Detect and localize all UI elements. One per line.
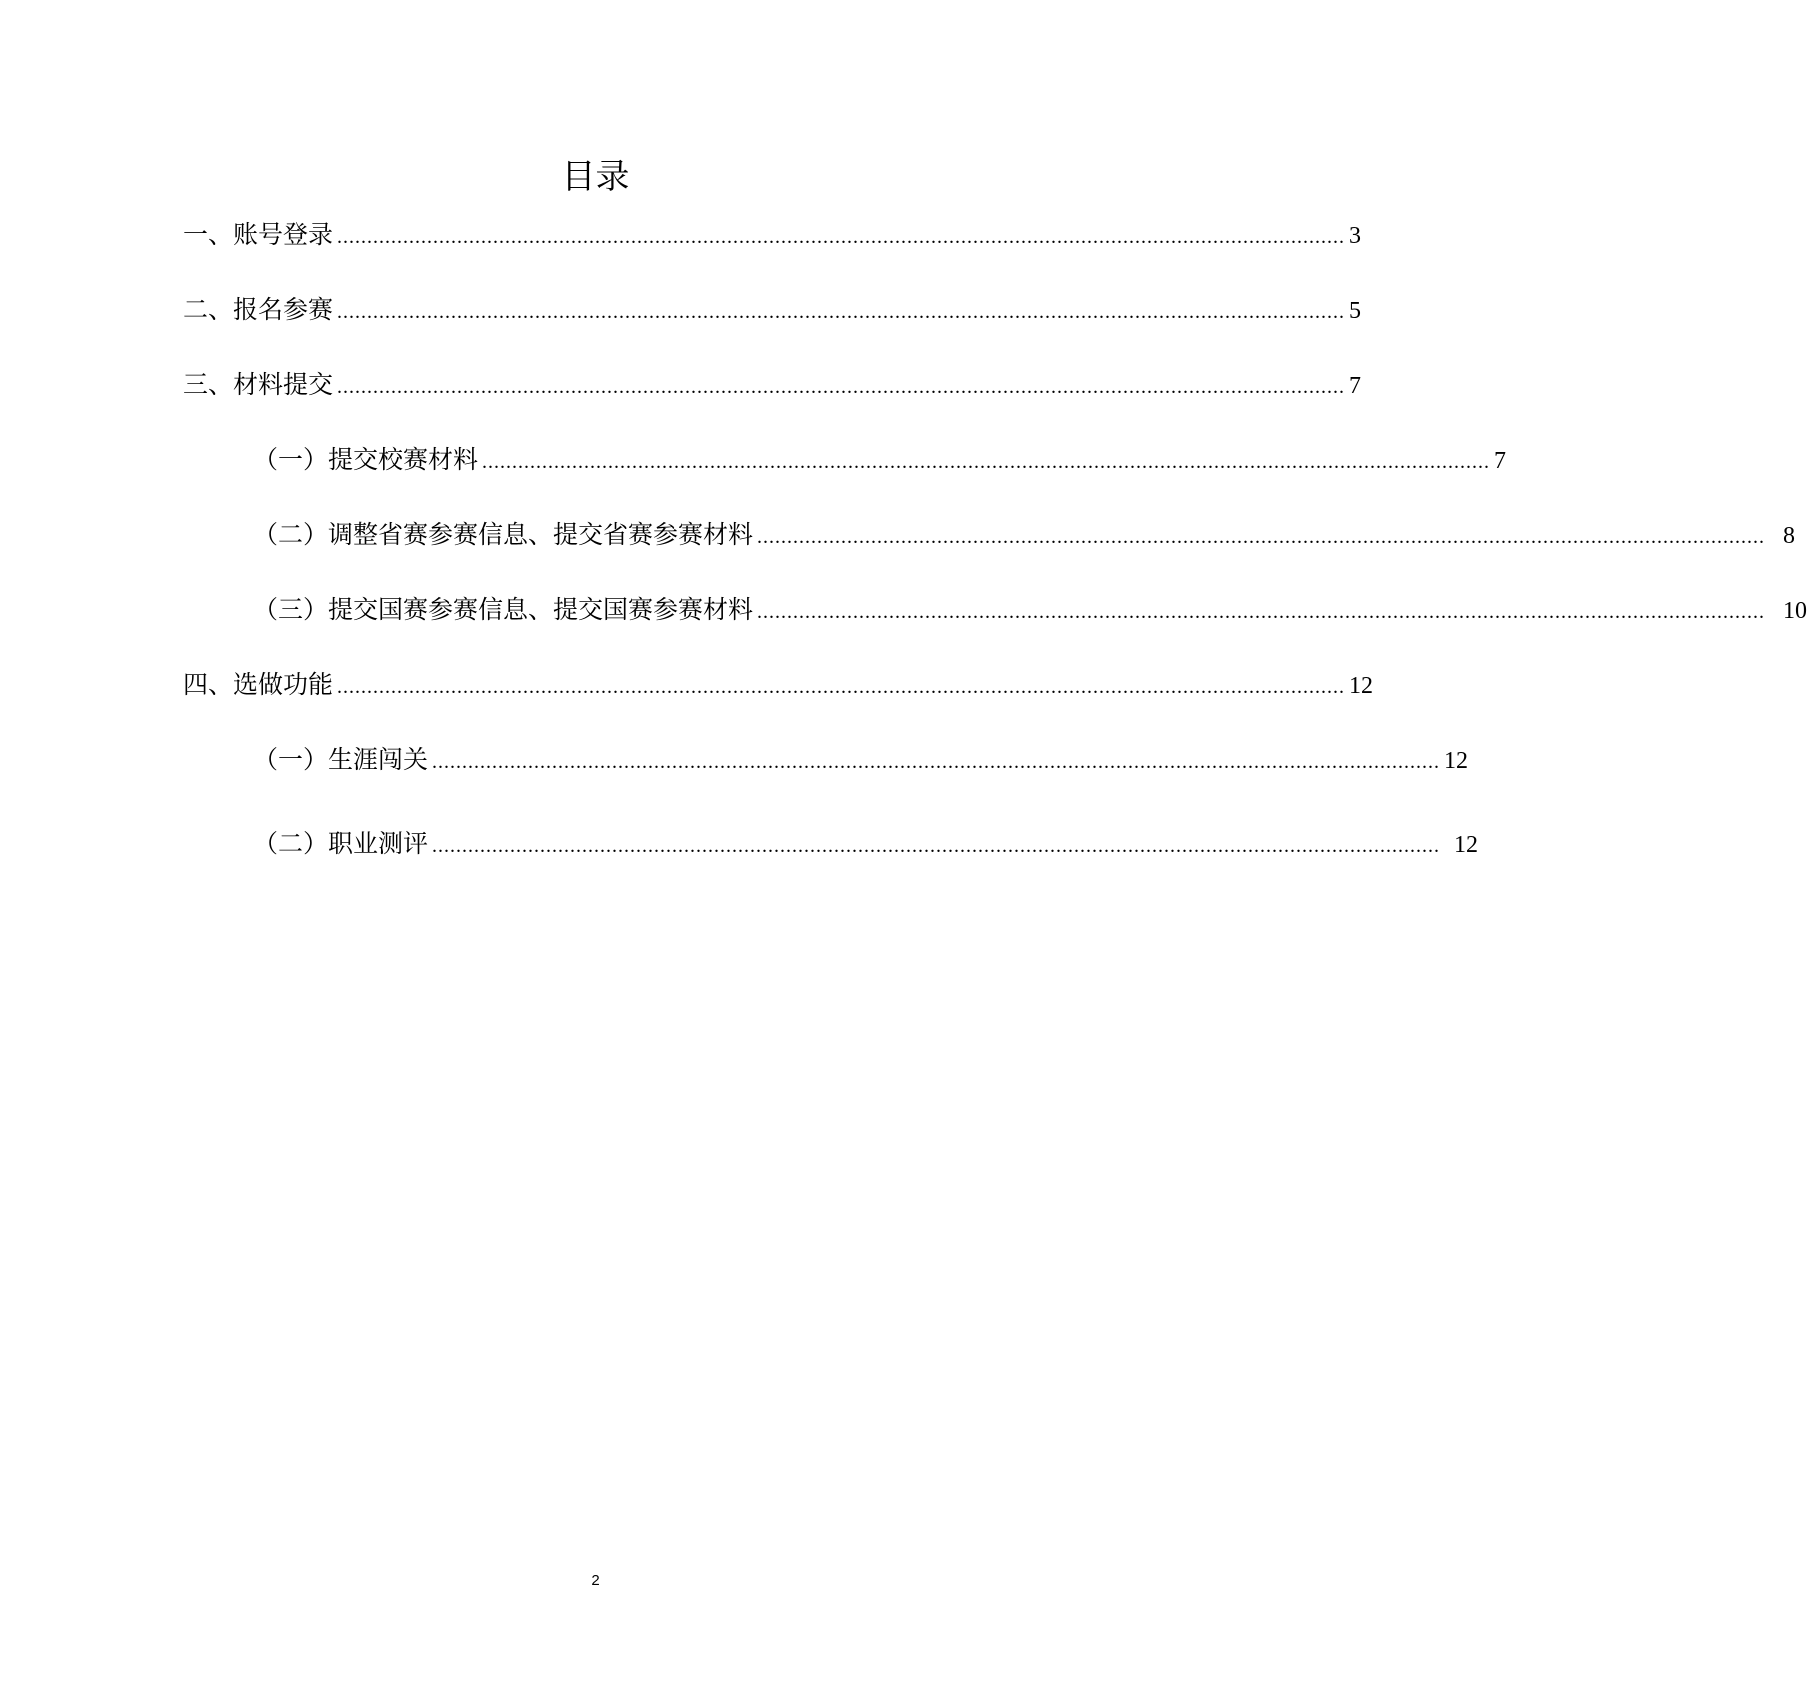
toc-entry-label: （二）调整省赛参赛信息、提交省赛参赛材料 bbox=[253, 520, 754, 549]
toc-entry[interactable] bbox=[183, 367, 1362, 403]
toc-entry-label: 二、报名参赛 bbox=[183, 295, 334, 324]
toc-entry[interactable] bbox=[183, 667, 1374, 703]
toc-dot-leader: ........................................................................................................................................................................ bbox=[757, 601, 1766, 623]
toc-entry-page: 5 bbox=[1349, 298, 1362, 324]
toc-entry-page: 12 bbox=[1454, 832, 1479, 858]
toc-dot-leader: ........................................................................................................................................................................ bbox=[432, 835, 1441, 857]
toc-entry[interactable] bbox=[253, 826, 1479, 862]
toc-entry-label: 四、选做功能 bbox=[183, 670, 334, 699]
toc-entry-page: 12 bbox=[1349, 673, 1374, 699]
toc-dot-leader: ........................................................................................................................................................................ bbox=[337, 376, 1346, 398]
toc-entry-page: 10 bbox=[1783, 598, 1807, 624]
toc-entry-page: 12 bbox=[1444, 748, 1469, 774]
toc-entry-label: （一）提交校赛材料 bbox=[253, 445, 479, 474]
toc-dot-leader: ........................................................................................................................................................................ bbox=[337, 676, 1346, 698]
page-title: 目录 bbox=[561, 157, 630, 197]
toc-entry-label: 一、账号登录 bbox=[183, 220, 334, 249]
toc-dot-leader: ........................................................................................................................................................................ bbox=[337, 226, 1346, 248]
toc-entry[interactable] bbox=[253, 442, 1507, 478]
toc-dot-leader: ........................................................................................................................................................................ bbox=[482, 451, 1491, 473]
toc-dot-leader: ........................................................................................................................................................................ bbox=[757, 526, 1766, 548]
toc-entry-page: 8 bbox=[1783, 523, 1796, 549]
toc-entry-label: （一）生涯闯关 bbox=[253, 745, 429, 774]
toc-entry-label: （二）职业测评 bbox=[253, 829, 429, 858]
toc-entry[interactable] bbox=[253, 742, 1469, 778]
toc-entry[interactable] bbox=[183, 292, 1362, 328]
toc-entry[interactable] bbox=[253, 517, 1796, 553]
toc-entry[interactable] bbox=[183, 217, 1362, 253]
page-number: 2 bbox=[591, 1572, 600, 1589]
toc-entry-page: 7 bbox=[1349, 373, 1362, 399]
toc-entry-label: 三、材料提交 bbox=[183, 370, 334, 399]
toc-dot-leader: ........................................................................................................................................................................ bbox=[337, 301, 1346, 323]
toc-dot-leader: ........................................................................................................................................................................ bbox=[432, 751, 1441, 773]
toc-entry-page: 3 bbox=[1349, 223, 1362, 249]
toc-entry-label: （三）提交国赛参赛信息、提交国赛参赛材料 bbox=[253, 595, 754, 624]
toc-entry[interactable] bbox=[253, 592, 1807, 628]
toc-entry-page: 7 bbox=[1494, 448, 1507, 474]
